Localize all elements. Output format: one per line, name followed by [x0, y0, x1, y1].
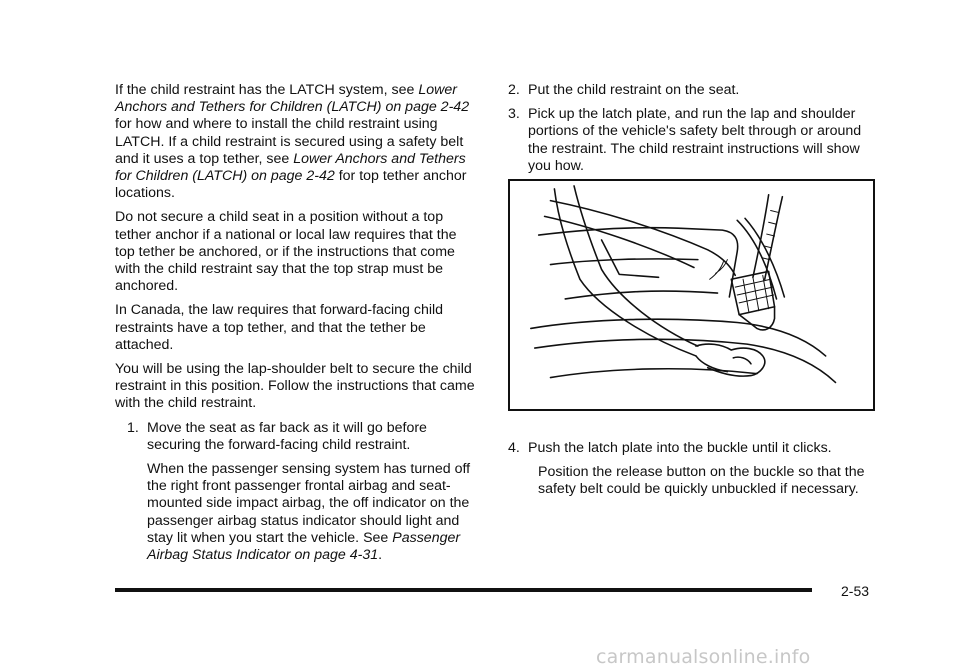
- step-4: [508, 440, 878, 499]
- latch-paragraph: If the child restraint has the LATCH system, see Lower Anchors and Tethers for Children (LATCH) on page 2-42 for how and where to install the child restraint using LATCH. If a child restraint is secured using a safety belt and it uses a top tether, see Lower Anchors and Tethers for Children (LATCH) on page 2-42 for top tether anchor locations.: [115, 82, 470, 202]
- step-text: Move the seat as far back as it will go before securing the forward-facing child restraint.: [147, 419, 427, 453]
- latch-reference-link[interactable]: Lower Anchors and Tethers for Children (LATCH) on page 2-42: [115, 82, 470, 116]
- step-number: 4.: [508, 440, 520, 456]
- step-note: When the passenger sensing system has turned off the right front passenger frontal airbag and seat-mounted side impact airbag, the off indicator on the passenger airbag status indicator should light and stay lit when you start the vehicle. See Passenger Airbag Status Indicator on page 4-31.: [147, 461, 471, 564]
- step-text: Push the latch plate into the buckle until it clicks.: [528, 440, 832, 456]
- canada-law-paragraph: In Canada, the law requires that forward-facing child restraints have a top tether, and that the tether be attached.: [115, 302, 444, 353]
- footer-rule: [115, 588, 812, 592]
- left-column: [115, 82, 477, 571]
- latch-plate-illustration: [508, 179, 875, 411]
- step-text: Put the child restraint on the seat.: [528, 82, 740, 98]
- airbag-status-reference-link[interactable]: Passenger Airbag Status Indicator on page 4-31: [147, 529, 461, 564]
- step-number: 3.: [508, 106, 520, 123]
- right-column: [508, 82, 878, 182]
- step-list-left: [115, 420, 477, 565]
- right-column-lower: [508, 440, 878, 506]
- page-number: 2-53: [841, 583, 870, 599]
- step-2: [508, 82, 878, 99]
- step-3: [508, 106, 878, 175]
- step-1: [127, 420, 477, 565]
- top-tether-paragraph: Do not secure a child seat in a position without a top tether anchor if a national or local law requires that the top tether be anchored, or if the instructions that come with the child restraint say that the top strap must be anchored.: [115, 209, 457, 295]
- step-number: 2.: [508, 82, 520, 98]
- latch-reference-link-2[interactable]: Lower Anchors and Tethers for Children (LATCH) on page 2-42: [115, 150, 466, 185]
- watermark: carmanualsonline.info: [596, 646, 811, 668]
- step-number: 1.: [127, 419, 139, 436]
- step-text: Pick up the latch plate, and run the lap and shoulder portions of the vehicle's safety belt through or around the restraint. The child restraint instructions will show you how.: [528, 106, 862, 174]
- lap-shoulder-paragraph: You will be using the lap-shoulder belt to secure the child restraint in this position. Follow the instructions that came with the child restraint.: [115, 361, 475, 412]
- step-note: Position the release button on the buckle so that the safety belt could be quickly unbuckled if necessary.: [538, 464, 865, 498]
